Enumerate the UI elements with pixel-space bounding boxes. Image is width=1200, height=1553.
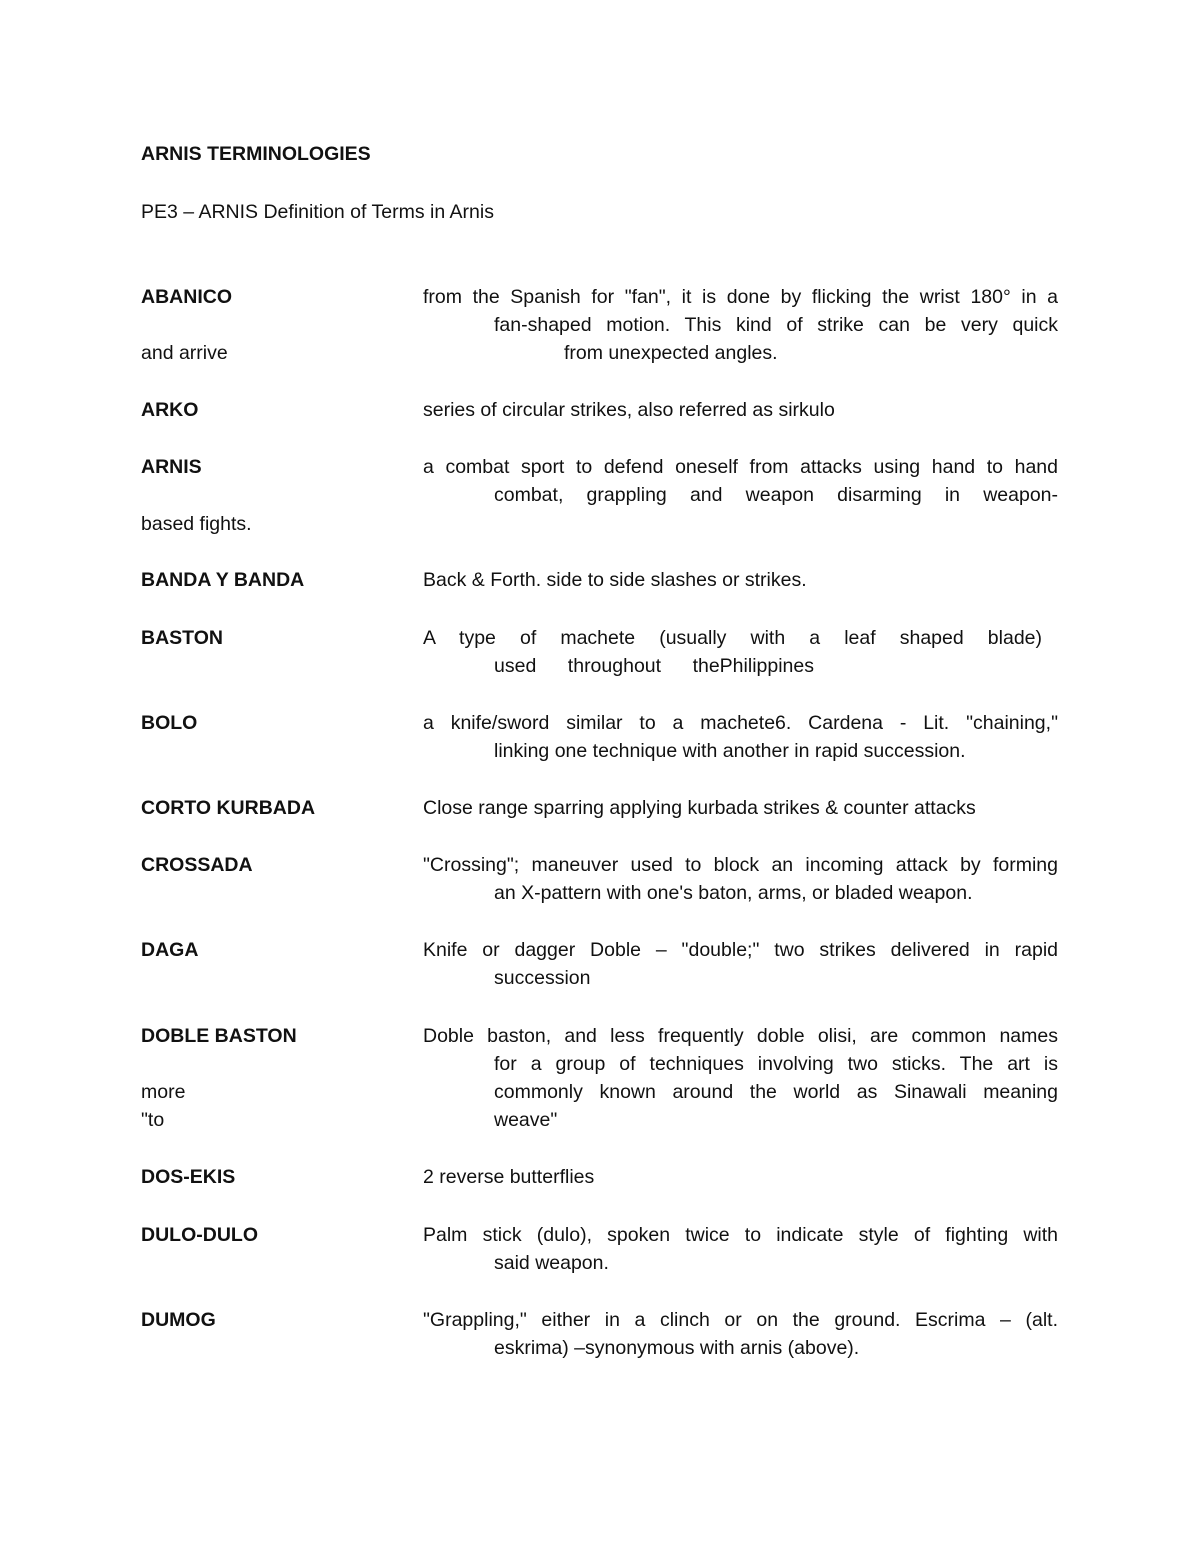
term-label: BANDA Y BANDA: [141, 569, 305, 591]
definition-side-text: based fights.: [141, 513, 252, 535]
definition-line: 2 reverse butterflies: [423, 1166, 595, 1188]
definition-line: A type of machete (usually with a leaf shaped blade): [423, 627, 1042, 649]
definition-line: eskrima) –synonymous with arnis (above).: [494, 1337, 860, 1359]
definition-line: "Crossing"; maneuver used to block an incoming attack by forming: [423, 854, 1058, 876]
definition-line: linking one technique with another in rapid succession.: [494, 740, 966, 762]
definition-line: for a group of techniques involving two sticks. The art is: [494, 1053, 1058, 1075]
definition-line: an X-pattern with one's baton, arms, or bladed weapon.: [494, 882, 973, 904]
term-label: DOBLE BASTON: [141, 1025, 297, 1047]
definition-line: weave": [494, 1109, 558, 1131]
term-label: ARNIS: [141, 456, 202, 478]
definition-line: Knife or dagger Doble – "double;" two strikes delivered in rapid: [423, 939, 1058, 961]
definition-line: Back & Forth. side to side slashes or strikes.: [423, 569, 807, 591]
document-subtitle: PE3 – ARNIS Definition of Terms in Arnis: [141, 201, 494, 223]
definition-line: combat, grappling and weapon disarming in weapon-: [494, 484, 1058, 506]
term-label: BASTON: [141, 627, 223, 649]
definition-line: fan-shaped motion. This kind of strike can be very quick: [494, 314, 1058, 336]
term-label: ABANICO: [141, 286, 232, 308]
term-label: BOLO: [141, 712, 198, 734]
definition-line: from unexpected angles.: [564, 342, 778, 364]
term-label: DUMOG: [141, 1309, 216, 1331]
definition-line: commonly known around the world as Sinawali meaning: [494, 1081, 1058, 1103]
definition-side-text: and arrive: [141, 342, 228, 364]
definition-line: said weapon.: [494, 1252, 609, 1274]
definition-line: series of circular strikes, also referred as sirkulo: [423, 399, 835, 421]
definition-line: "Grappling," either in a clinch or on the ground. Escrima – (alt.: [423, 1309, 1058, 1331]
term-label: DOS-EKIS: [141, 1166, 236, 1188]
document-title: ARNIS TERMINOLOGIES: [141, 143, 371, 165]
definition-line: a combat sport to defend oneself from attacks using hand to hand: [423, 456, 1058, 478]
definition-line: used throughout thePhilippines: [494, 655, 814, 677]
definition-side-text: more: [141, 1081, 186, 1103]
definition-line: Palm stick (dulo), spoken twice to indicate style of fighting with: [423, 1224, 1058, 1246]
term-label: CROSSADA: [141, 854, 253, 876]
term-label: DAGA: [141, 939, 199, 961]
definition-line: succession: [494, 967, 591, 989]
definition-line: a knife/sword similar to a machete6. Cardena - Lit. "chaining,": [423, 712, 1058, 734]
term-label: ARKO: [141, 399, 199, 421]
definition-line: Doble baston, and less frequently doble olisi, are common names: [423, 1025, 1058, 1047]
term-label: CORTO KURBADA: [141, 797, 316, 819]
definition-side-text: "to: [141, 1109, 165, 1131]
term-label: DULO-DULO: [141, 1224, 258, 1246]
definition-line: from the Spanish for "fan", it is done by flicking the wrist 180° in a: [423, 286, 1058, 308]
definition-line: Close range sparring applying kurbada strikes & counter attacks: [423, 797, 976, 819]
